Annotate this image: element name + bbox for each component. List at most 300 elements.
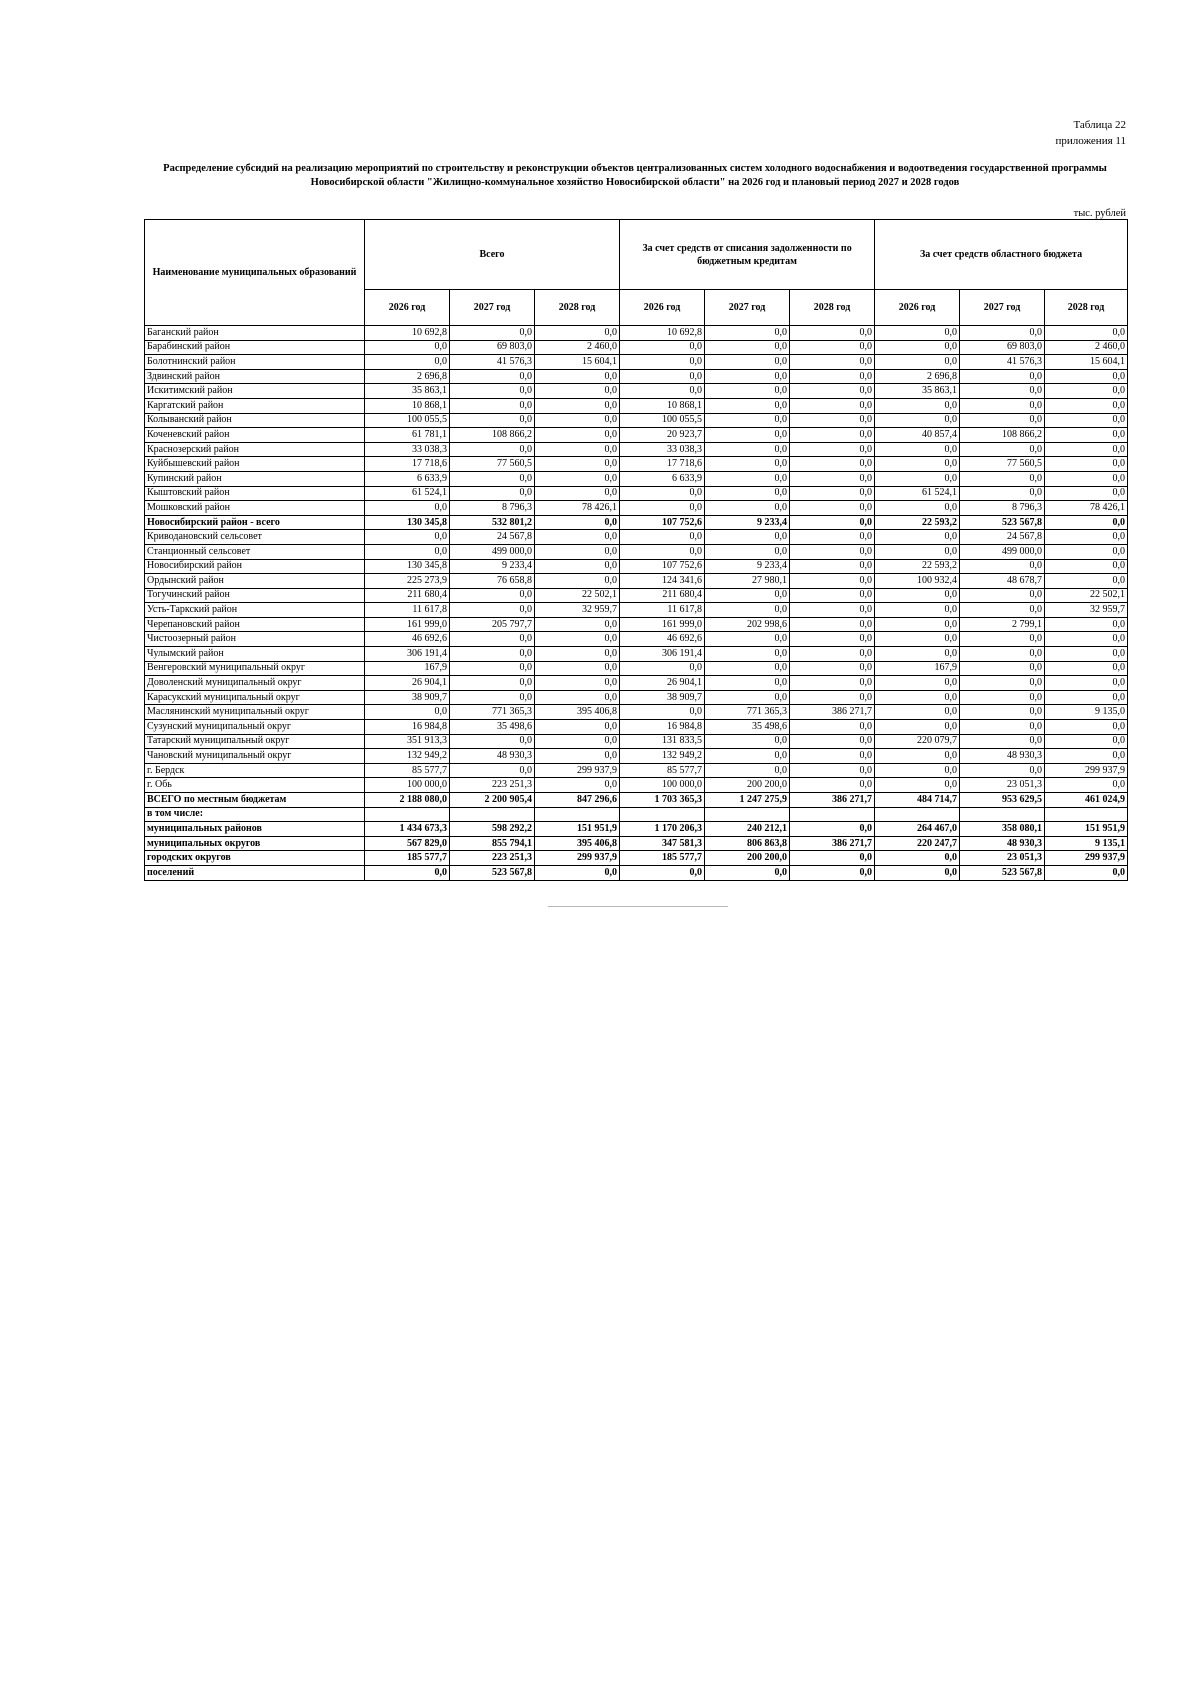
value-cell: 0,0 [960, 471, 1045, 486]
value-cell: 11 617,8 [365, 603, 450, 618]
column-header-year: 2026 год [875, 290, 960, 326]
value-cell: 240 212,1 [705, 822, 790, 837]
table-row [145, 836, 1128, 851]
value-cell: 0,0 [875, 632, 960, 647]
row-name-cell: Татарский муниципальный округ [145, 734, 365, 749]
value-cell: 0,0 [705, 486, 790, 501]
value-cell: 9 233,4 [705, 559, 790, 574]
value-cell: 22 502,1 [1045, 588, 1128, 603]
value-cell: 1 247 275,9 [705, 793, 790, 808]
value-cell: 151 951,9 [535, 822, 620, 837]
value-cell: 0,0 [705, 355, 790, 370]
value-cell: 771 365,3 [705, 705, 790, 720]
table-row [145, 471, 1128, 486]
value-cell: 0,0 [1045, 530, 1128, 545]
value-cell: 61 524,1 [875, 486, 960, 501]
value-cell: 567 829,0 [365, 836, 450, 851]
value-cell: 33 038,3 [365, 442, 450, 457]
value-cell: 85 577,7 [620, 763, 705, 778]
row-name-cell: Купинский район [145, 471, 365, 486]
value-cell: 0,0 [1045, 734, 1128, 749]
row-name-cell: Баганский район [145, 326, 365, 341]
value-cell: 41 576,3 [960, 355, 1045, 370]
value-cell: 0,0 [535, 428, 620, 443]
value-cell: 10 692,8 [365, 326, 450, 341]
value-cell: 0,0 [790, 749, 875, 764]
value-cell: 0,0 [620, 384, 705, 399]
value-cell: 24 567,8 [960, 530, 1045, 545]
table-row [145, 647, 1128, 662]
value-cell: 0,0 [450, 471, 535, 486]
value-cell: 48 930,3 [960, 836, 1045, 851]
row-name-cell: Краснозерский район [145, 442, 365, 457]
value-cell: 0,0 [535, 865, 620, 880]
value-cell: 855 794,1 [450, 836, 535, 851]
value-cell: 0,0 [535, 442, 620, 457]
units-label: тыс. рублей [1073, 208, 1126, 219]
table-row [145, 326, 1128, 341]
value-cell: 0,0 [535, 471, 620, 486]
table-row [145, 340, 1128, 355]
value-cell: 0,0 [535, 749, 620, 764]
value-cell: 0,0 [790, 355, 875, 370]
value-cell: 0,0 [535, 544, 620, 559]
value-cell: 0,0 [620, 865, 705, 880]
value-cell: 0,0 [705, 530, 790, 545]
table-row [145, 603, 1128, 618]
column-header-year: 2028 год [535, 290, 620, 326]
table-body [145, 326, 1128, 881]
value-cell: 161 999,0 [365, 617, 450, 632]
value-cell: 0,0 [1045, 326, 1128, 341]
value-cell: 0,0 [450, 384, 535, 399]
table-row [145, 501, 1128, 516]
value-cell: 8 796,3 [450, 501, 535, 516]
value-cell: 0,0 [620, 530, 705, 545]
value-cell: 306 191,4 [365, 647, 450, 662]
value-cell: 0,0 [1045, 749, 1128, 764]
value-cell: 0,0 [960, 632, 1045, 647]
value-cell: 0,0 [790, 544, 875, 559]
value-cell: 0,0 [620, 661, 705, 676]
value-cell: 0,0 [535, 413, 620, 428]
table-row [145, 457, 1128, 472]
value-cell: 1 170 206,3 [620, 822, 705, 837]
value-cell: 0,0 [790, 661, 875, 676]
value-cell: 532 801,2 [450, 515, 535, 530]
value-cell: 264 467,0 [875, 822, 960, 837]
value-cell: 0,0 [790, 515, 875, 530]
value-cell: 395 406,8 [535, 705, 620, 720]
value-cell: 200 200,0 [705, 851, 790, 866]
value-cell: 223 251,3 [450, 851, 535, 866]
row-name-cell: Новосибирский район [145, 559, 365, 574]
value-cell: 23 051,3 [960, 851, 1045, 866]
column-header-year: 2027 год [960, 290, 1045, 326]
value-cell: 167,9 [365, 661, 450, 676]
value-cell: 0,0 [875, 588, 960, 603]
value-cell: 0,0 [1045, 676, 1128, 691]
document-title: Распределение субсидий на реализацию мероприятий по строительству и реконструкции объектов централизованных систем холодного водоснабжения и водоотведения государственной программы Новосибирской области "Жилищно-коммунальное хозяйство Новосибирской области" на 2026 год и плановый период 2027 и 2028 годов [163, 163, 1107, 188]
value-cell: 0,0 [620, 705, 705, 720]
value-cell: 69 803,0 [960, 340, 1045, 355]
value-cell: 2 460,0 [535, 340, 620, 355]
row-name-cell: городских округов [145, 851, 365, 866]
value-cell: 211 680,4 [620, 588, 705, 603]
value-cell: 0,0 [960, 647, 1045, 662]
value-cell: 124 341,6 [620, 574, 705, 589]
value-cell: 299 937,9 [1045, 763, 1128, 778]
column-group-regional-budget: За счет средств областного бюджета [875, 220, 1128, 290]
value-cell: 0,0 [1045, 515, 1128, 530]
table-row [145, 807, 1128, 822]
value-cell: 0,0 [875, 326, 960, 341]
value-cell: 17 718,6 [365, 457, 450, 472]
value-cell: 0,0 [705, 603, 790, 618]
value-cell: 0,0 [365, 501, 450, 516]
row-name-cell: Мошковский район [145, 501, 365, 516]
value-cell: 0,0 [790, 617, 875, 632]
value-cell: 0,0 [1045, 865, 1128, 880]
value-cell: 0,0 [535, 617, 620, 632]
value-cell: 38 909,7 [365, 690, 450, 705]
value-cell: 2 696,8 [875, 369, 960, 384]
row-name-cell: ВСЕГО по местным бюджетам [145, 793, 365, 808]
value-cell: 48 678,7 [960, 574, 1045, 589]
value-cell: 0,0 [790, 559, 875, 574]
value-cell: 0,0 [790, 588, 875, 603]
value-cell: 0,0 [535, 559, 620, 574]
table-row [145, 544, 1128, 559]
value-cell: 0,0 [450, 676, 535, 691]
row-name-cell: муниципальных районов [145, 822, 365, 837]
value-cell: 6 633,9 [620, 471, 705, 486]
value-cell: 0,0 [620, 369, 705, 384]
row-name-cell: Чулымский район [145, 647, 365, 662]
value-cell: 0,0 [790, 340, 875, 355]
value-cell: 806 863,8 [705, 836, 790, 851]
value-cell: 0,0 [450, 632, 535, 647]
value-cell: 0,0 [1045, 486, 1128, 501]
value-cell: 386 271,7 [790, 793, 875, 808]
row-name-cell: г. Обь [145, 778, 365, 793]
value-cell: 461 024,9 [1045, 793, 1128, 808]
row-name-cell: Станционный сельсовет [145, 544, 365, 559]
value-cell: 9 233,4 [705, 515, 790, 530]
value-cell: 0,0 [875, 471, 960, 486]
value-cell: 2 188 080,0 [365, 793, 450, 808]
value-cell: 2 696,8 [365, 369, 450, 384]
value-cell: 205 797,7 [450, 617, 535, 632]
value-cell: 0,0 [960, 734, 1045, 749]
value-cell: 0,0 [875, 749, 960, 764]
column-group-total: Всего [365, 220, 620, 290]
value-cell: 0,0 [1045, 574, 1128, 589]
value-cell: 0,0 [960, 676, 1045, 691]
value-cell: 0,0 [450, 588, 535, 603]
value-cell: 0,0 [705, 632, 790, 647]
value-cell: 0,0 [875, 501, 960, 516]
value-cell: 0,0 [1045, 632, 1128, 647]
subsidy-table [144, 219, 1128, 881]
value-cell: 76 658,8 [450, 574, 535, 589]
value-cell: 0,0 [1045, 442, 1128, 457]
value-cell [535, 807, 620, 822]
value-cell: 0,0 [960, 720, 1045, 735]
value-cell: 0,0 [705, 442, 790, 457]
row-name-cell: в том числе: [145, 807, 365, 822]
value-cell: 0,0 [535, 690, 620, 705]
value-cell: 351 913,3 [365, 734, 450, 749]
value-cell: 0,0 [790, 471, 875, 486]
value-cell: 11 617,8 [620, 603, 705, 618]
value-cell: 9 233,4 [450, 559, 535, 574]
value-cell: 0,0 [365, 865, 450, 880]
value-cell: 484 714,7 [875, 793, 960, 808]
value-cell: 386 271,7 [790, 705, 875, 720]
value-cell: 100 000,0 [620, 778, 705, 793]
row-name-cell: Усть-Таркский район [145, 603, 365, 618]
value-cell: 0,0 [790, 457, 875, 472]
value-cell: 0,0 [705, 471, 790, 486]
table-row [145, 530, 1128, 545]
column-header-year: 2026 год [620, 290, 705, 326]
value-cell: 0,0 [705, 398, 790, 413]
value-cell: 0,0 [1045, 369, 1128, 384]
value-cell: 0,0 [790, 398, 875, 413]
value-cell: 78 426,1 [535, 501, 620, 516]
value-cell: 17 718,6 [620, 457, 705, 472]
value-cell: 0,0 [790, 647, 875, 662]
table-row [145, 515, 1128, 530]
value-cell: 0,0 [1045, 471, 1128, 486]
value-cell: 20 923,7 [620, 428, 705, 443]
value-cell: 299 937,9 [535, 851, 620, 866]
value-cell: 0,0 [705, 413, 790, 428]
table-number: Таблица 22 [1073, 119, 1126, 131]
appendix-label: приложения 11 [1055, 135, 1126, 147]
value-cell: 0,0 [875, 530, 960, 545]
value-cell: 0,0 [535, 515, 620, 530]
row-name-cell: Болотнинский район [145, 355, 365, 370]
value-cell: 61 781,1 [365, 428, 450, 443]
value-cell: 2 200 905,4 [450, 793, 535, 808]
value-cell: 953 629,5 [960, 793, 1045, 808]
value-cell: 32 959,7 [1045, 603, 1128, 618]
value-cell: 0,0 [365, 544, 450, 559]
value-cell: 0,0 [790, 384, 875, 399]
row-name-cell: Каргатский район [145, 398, 365, 413]
value-cell: 0,0 [790, 326, 875, 341]
value-cell: 0,0 [875, 544, 960, 559]
value-cell: 0,0 [875, 398, 960, 413]
value-cell: 0,0 [705, 428, 790, 443]
value-cell [620, 807, 705, 822]
value-cell: 0,0 [705, 457, 790, 472]
value-cell: 0,0 [1045, 428, 1128, 443]
row-name-cell: Барабинский район [145, 340, 365, 355]
value-cell: 0,0 [875, 355, 960, 370]
row-name-cell: Черепановский район [145, 617, 365, 632]
row-name-cell: Доволенский муниципальный округ [145, 676, 365, 691]
row-name-cell: Чистоозерный район [145, 632, 365, 647]
value-cell: 1 434 673,3 [365, 822, 450, 837]
value-cell: 499 000,0 [960, 544, 1045, 559]
value-cell: 46 692,6 [620, 632, 705, 647]
column-header-year: 2028 год [1045, 290, 1128, 326]
value-cell: 85 577,7 [365, 763, 450, 778]
value-cell: 0,0 [960, 384, 1045, 399]
value-cell: 35 863,1 [365, 384, 450, 399]
value-cell: 0,0 [875, 442, 960, 457]
value-cell: 40 857,4 [875, 428, 960, 443]
value-cell: 108 866,2 [450, 428, 535, 443]
value-cell: 0,0 [450, 661, 535, 676]
value-cell: 0,0 [790, 501, 875, 516]
table-row [145, 822, 1128, 837]
value-cell [705, 807, 790, 822]
value-cell: 386 271,7 [790, 836, 875, 851]
value-cell: 0,0 [1045, 690, 1128, 705]
value-cell: 161 999,0 [620, 617, 705, 632]
table-row [145, 428, 1128, 443]
value-cell: 0,0 [450, 326, 535, 341]
value-cell: 0,0 [450, 647, 535, 662]
value-cell: 0,0 [875, 676, 960, 691]
value-cell: 15 604,1 [1045, 355, 1128, 370]
table-row [145, 705, 1128, 720]
value-cell: 26 904,1 [620, 676, 705, 691]
value-cell: 0,0 [1045, 559, 1128, 574]
table-row [145, 661, 1128, 676]
table-row [145, 574, 1128, 589]
value-cell: 0,0 [875, 851, 960, 866]
value-cell: 0,0 [790, 865, 875, 880]
value-cell: 0,0 [705, 369, 790, 384]
value-cell: 0,0 [535, 457, 620, 472]
value-cell: 0,0 [705, 501, 790, 516]
row-name-cell: Карасукский муниципальный округ [145, 690, 365, 705]
table-row [145, 355, 1128, 370]
table-row [145, 559, 1128, 574]
table-row [145, 384, 1128, 399]
value-cell: 0,0 [790, 369, 875, 384]
value-cell: 0,0 [790, 530, 875, 545]
value-cell [1045, 807, 1128, 822]
value-cell: 0,0 [960, 326, 1045, 341]
row-name-cell: Венгеровский муниципальный округ [145, 661, 365, 676]
value-cell: 0,0 [1045, 617, 1128, 632]
value-cell: 0,0 [960, 588, 1045, 603]
value-cell: 0,0 [1045, 778, 1128, 793]
row-name-cell: Тогучинский район [145, 588, 365, 603]
value-cell [790, 807, 875, 822]
value-cell: 0,0 [1045, 661, 1128, 676]
table-row [145, 369, 1128, 384]
value-cell: 220 247,7 [875, 836, 960, 851]
value-cell: 2 460,0 [1045, 340, 1128, 355]
value-cell: 0,0 [705, 647, 790, 662]
value-cell: 0,0 [960, 705, 1045, 720]
value-cell: 0,0 [705, 865, 790, 880]
value-cell: 0,0 [790, 778, 875, 793]
value-cell: 299 937,9 [1045, 851, 1128, 866]
value-cell: 0,0 [705, 690, 790, 705]
value-cell: 0,0 [960, 398, 1045, 413]
value-cell: 0,0 [620, 486, 705, 501]
value-cell: 9 135,1 [1045, 836, 1128, 851]
table-row [145, 720, 1128, 735]
value-cell: 0,0 [535, 384, 620, 399]
value-cell: 0,0 [875, 720, 960, 735]
value-cell: 0,0 [535, 778, 620, 793]
value-cell: 69 803,0 [450, 340, 535, 355]
value-cell: 35 863,1 [875, 384, 960, 399]
table-row [145, 793, 1128, 808]
value-cell: 395 406,8 [535, 836, 620, 851]
value-cell: 299 937,9 [535, 763, 620, 778]
value-cell: 0,0 [1045, 647, 1128, 662]
value-cell: 0,0 [1045, 720, 1128, 735]
value-cell: 107 752,6 [620, 559, 705, 574]
table-row [145, 617, 1128, 632]
value-cell: 24 567,8 [450, 530, 535, 545]
value-cell: 185 577,7 [620, 851, 705, 866]
value-cell: 0,0 [705, 544, 790, 559]
value-cell: 26 904,1 [365, 676, 450, 691]
table-row [145, 749, 1128, 764]
value-cell: 0,0 [450, 603, 535, 618]
table-row [145, 442, 1128, 457]
value-cell: 0,0 [960, 413, 1045, 428]
value-cell: 100 055,5 [620, 413, 705, 428]
value-cell: 0,0 [535, 486, 620, 501]
value-cell: 0,0 [450, 398, 535, 413]
value-cell: 0,0 [450, 763, 535, 778]
value-cell: 61 524,1 [365, 486, 450, 501]
table-row [145, 690, 1128, 705]
value-cell: 358 080,1 [960, 822, 1045, 837]
table-row [145, 486, 1128, 501]
value-cell: 0,0 [790, 822, 875, 837]
value-cell: 0,0 [790, 690, 875, 705]
value-cell: 0,0 [960, 442, 1045, 457]
value-cell: 151 951,9 [1045, 822, 1128, 837]
value-cell: 0,0 [705, 676, 790, 691]
value-cell: 48 930,3 [450, 749, 535, 764]
value-cell: 0,0 [450, 486, 535, 501]
value-cell: 22 593,2 [875, 515, 960, 530]
value-cell: 0,0 [875, 865, 960, 880]
table-row [145, 398, 1128, 413]
value-cell: 0,0 [790, 428, 875, 443]
value-cell: 0,0 [620, 501, 705, 516]
value-cell [960, 807, 1045, 822]
value-cell: 22 593,2 [875, 559, 960, 574]
column-header-name: Наименование муниципальных образований [145, 220, 365, 326]
value-cell: 0,0 [705, 326, 790, 341]
value-cell: 0,0 [790, 676, 875, 691]
value-cell: 0,0 [705, 340, 790, 355]
value-cell: 0,0 [535, 632, 620, 647]
value-cell: 2 799,1 [960, 617, 1045, 632]
value-cell: 132 949,2 [620, 749, 705, 764]
value-cell: 0,0 [1045, 413, 1128, 428]
row-name-cell: Новосибирский район - всего [145, 515, 365, 530]
value-cell: 0,0 [960, 603, 1045, 618]
value-cell: 0,0 [535, 661, 620, 676]
value-cell: 0,0 [450, 442, 535, 457]
